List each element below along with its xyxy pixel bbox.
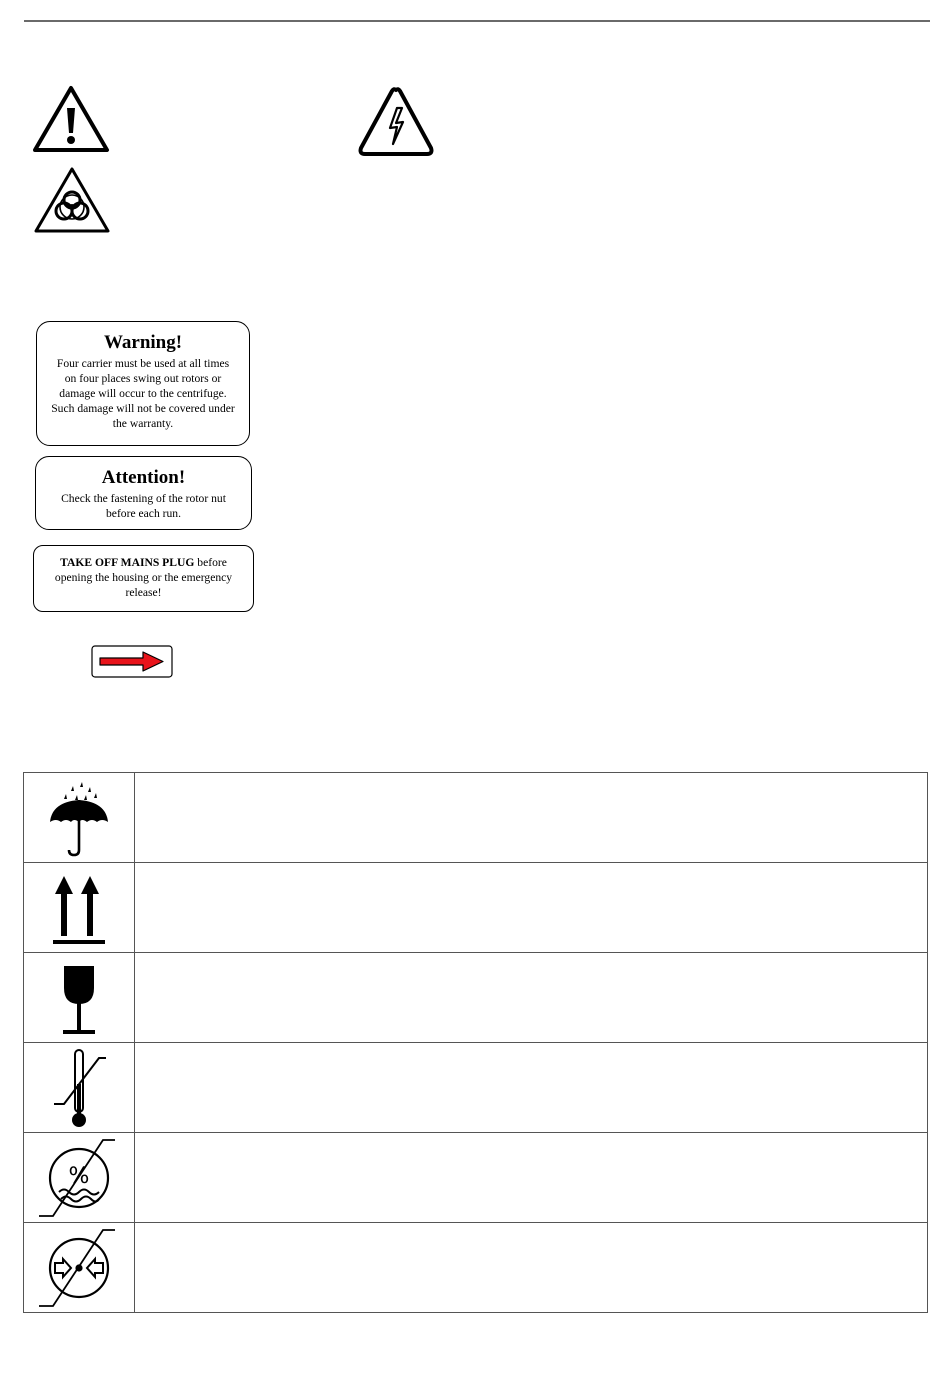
humidity-limit-icon bbox=[37, 1136, 121, 1220]
electrical-hazard-icon bbox=[357, 86, 435, 158]
atmospheric-pressure-limit-icon bbox=[37, 1226, 121, 1310]
fragile-glass-icon bbox=[44, 958, 114, 1038]
mains-plug-label-text: before opening the housing or the emergency release! bbox=[54, 556, 233, 599]
attention-label-title: Attention! bbox=[101, 467, 186, 488]
table-row bbox=[24, 863, 928, 953]
attention-label bbox=[35, 456, 252, 530]
header-rule bbox=[24, 20, 930, 22]
symbol-description bbox=[135, 1223, 928, 1313]
table-row bbox=[24, 1223, 928, 1313]
table-row bbox=[24, 953, 928, 1043]
table-row bbox=[24, 773, 928, 863]
symbol-description bbox=[135, 953, 928, 1043]
temperature-limit-icon bbox=[44, 1046, 114, 1130]
warning-label-title: Warning! bbox=[103, 332, 183, 353]
mains-plug-label-bold: TAKE OFF MAINS PLUG bbox=[60, 556, 195, 569]
general-warning-icon bbox=[32, 84, 110, 154]
warning-label bbox=[36, 321, 250, 446]
this-way-up-arrows-icon bbox=[44, 868, 114, 948]
table-row bbox=[24, 1133, 928, 1223]
symbol-description bbox=[135, 1133, 928, 1223]
biohazard-icon bbox=[33, 165, 111, 235]
symbol-description bbox=[135, 863, 928, 953]
symbol-description bbox=[135, 1043, 928, 1133]
warning-label-text: Four carrier must be used at all times on four places swing out rotors or damage will occur to the centrifuge. Such damage will not be covered under the warranty. bbox=[51, 357, 235, 430]
table-row bbox=[24, 1043, 928, 1133]
mains-plug-label bbox=[33, 545, 254, 612]
direction-arrow-icon bbox=[91, 645, 173, 678]
symbols-table bbox=[23, 772, 928, 1313]
svg-text:%: % bbox=[68, 1163, 90, 1189]
keep-dry-umbrella-icon bbox=[44, 778, 114, 858]
attention-label-text: Check the fastening of the rotor nut before each run. bbox=[61, 492, 226, 520]
symbol-description bbox=[135, 773, 928, 863]
